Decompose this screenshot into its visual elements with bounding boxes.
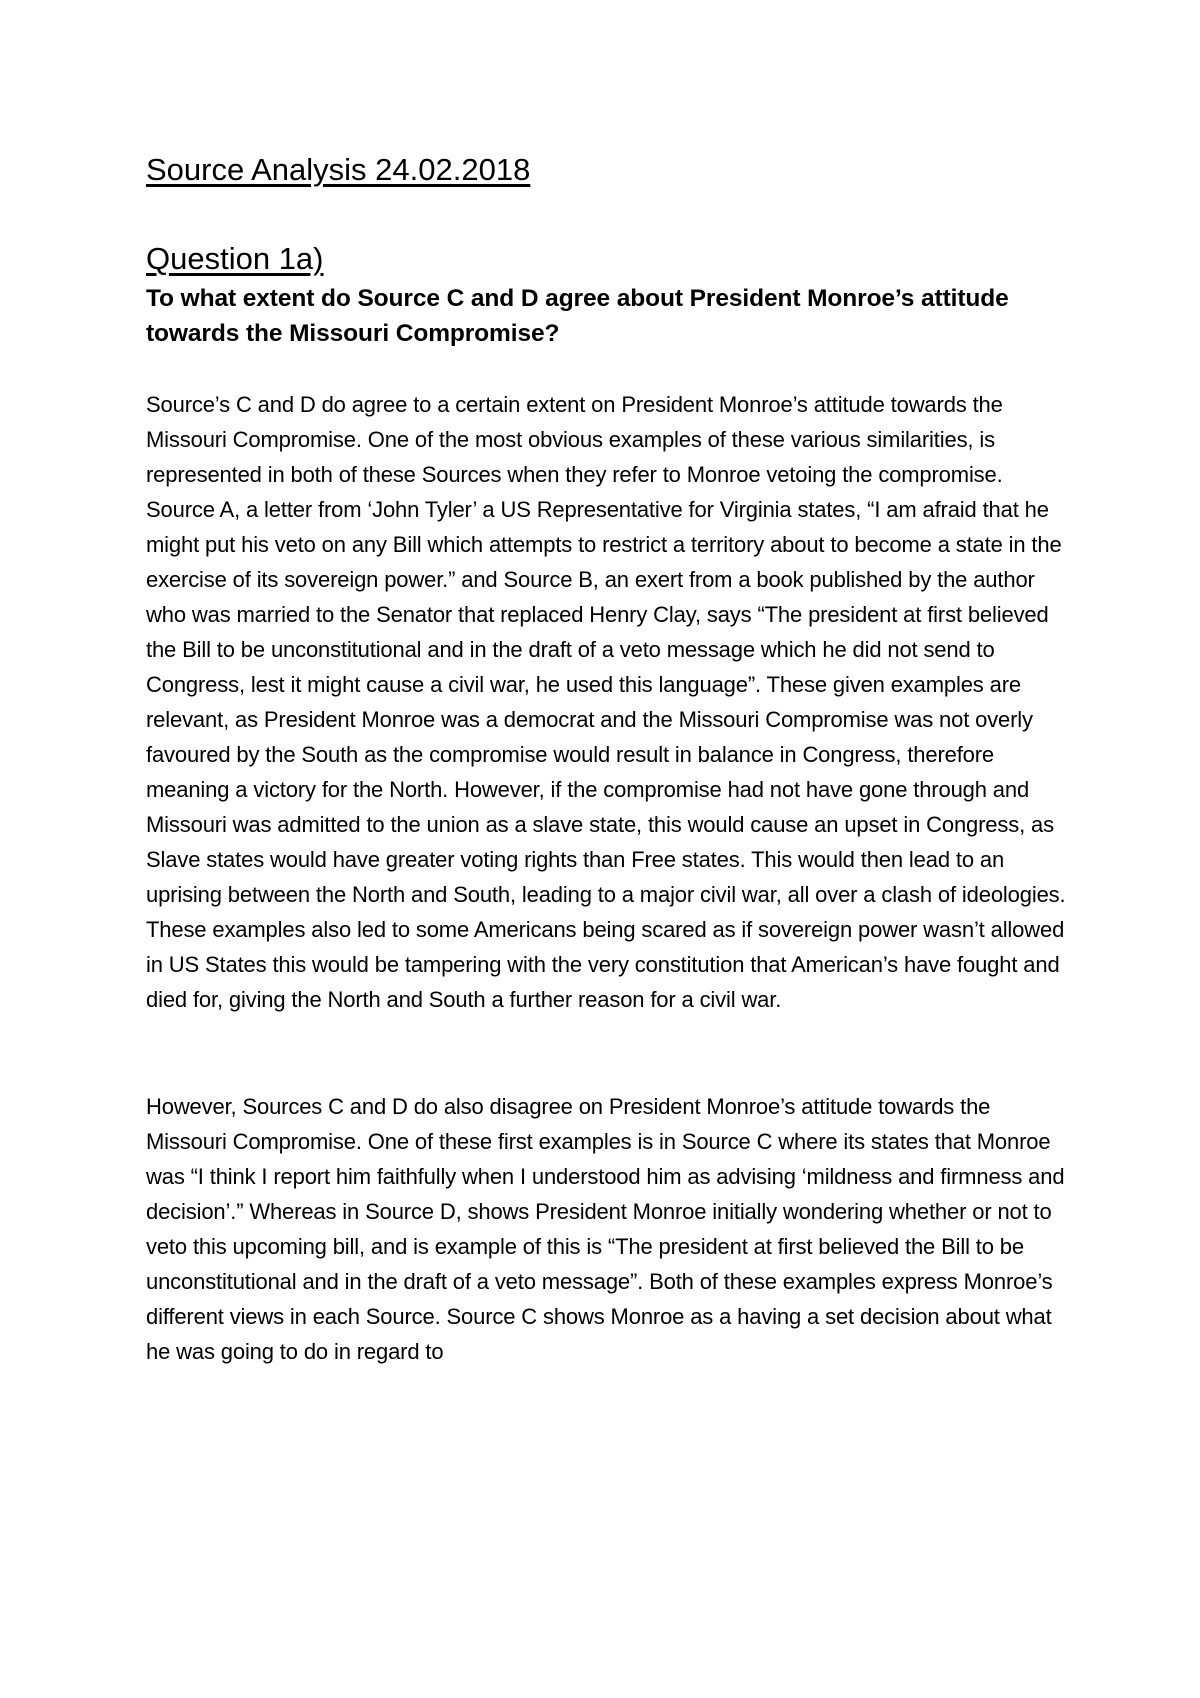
body-paragraph-disagreement: However, Sources C and D do also disagree on President Monroe’s attitude towards the Missouri Compromise. One of these first examples is in Source C where its states that Monroe was “I think I report him faithfully when I understood him as advising ‘mildness and firmness and decision’.” Whereas in Source D, shows President Monroe initially wondering whether or not to veto this upcoming bill, and is example of this is “The president at first believed the Bill to be unconstitutional and in the draft of a veto message”. Both of these examples express Monroe’s different views in each Source. Source C shows Monroe as a having a set decision about what he was going to do in regard to — [146, 1094, 1065, 1364]
document-content — [146, 150, 1066, 1369]
body-paragraph-agreement: Source’s C and D do agree to a certain extent on President Monroe’s attitude towards the Missouri Compromise. One of the most obvious examples of these various similarities, is represented in both of these Sources when they refer to Monroe vetoing the compromise. Source A, a letter from ‘John Tyler’ a US Representative for Virginia states, “I am afraid that he might put his veto on any Bill which attempts to restrict a territory about to become a state in the exercise of its sovereign power.” and Source B, an exert from a book published by the author who was married to the Senator that replaced Henry Clay, says “The president at first believed the Bill to be unconstitutional and in the draft of a veto message which he did not send to Congress, lest it might cause a civil war, he used this language”. These given examples are relevant, as President Monroe was a democrat and the Missouri Compromise was not overly favoured by the South as the compromise would result in balance in Congress, therefore meaning a victory for the North. However, if the compromise had not have gone through and Missouri was admitted to the union as a slave state, this would cause an upset in Congress, as Slave states would have greater voting rights than Free states. This would then lead to an uprising between the North and South, leading to a major civil war, all over a clash of ideologies. These examples also led to some Americans being scared as if sovereign power wasn’t allowed in US States this would be tampering with the very constitution that American’s have fought and died for, giving the North and South a further reason for a civil war. — [146, 392, 1066, 1012]
question-text: To what extent do Source C and D agree about President Monroe’s attitude towards the Missouri Compromise? — [146, 285, 1009, 347]
document-title: Source Analysis 24.02.2018 — [146, 152, 531, 187]
question-heading: Question 1a) — [146, 241, 324, 276]
